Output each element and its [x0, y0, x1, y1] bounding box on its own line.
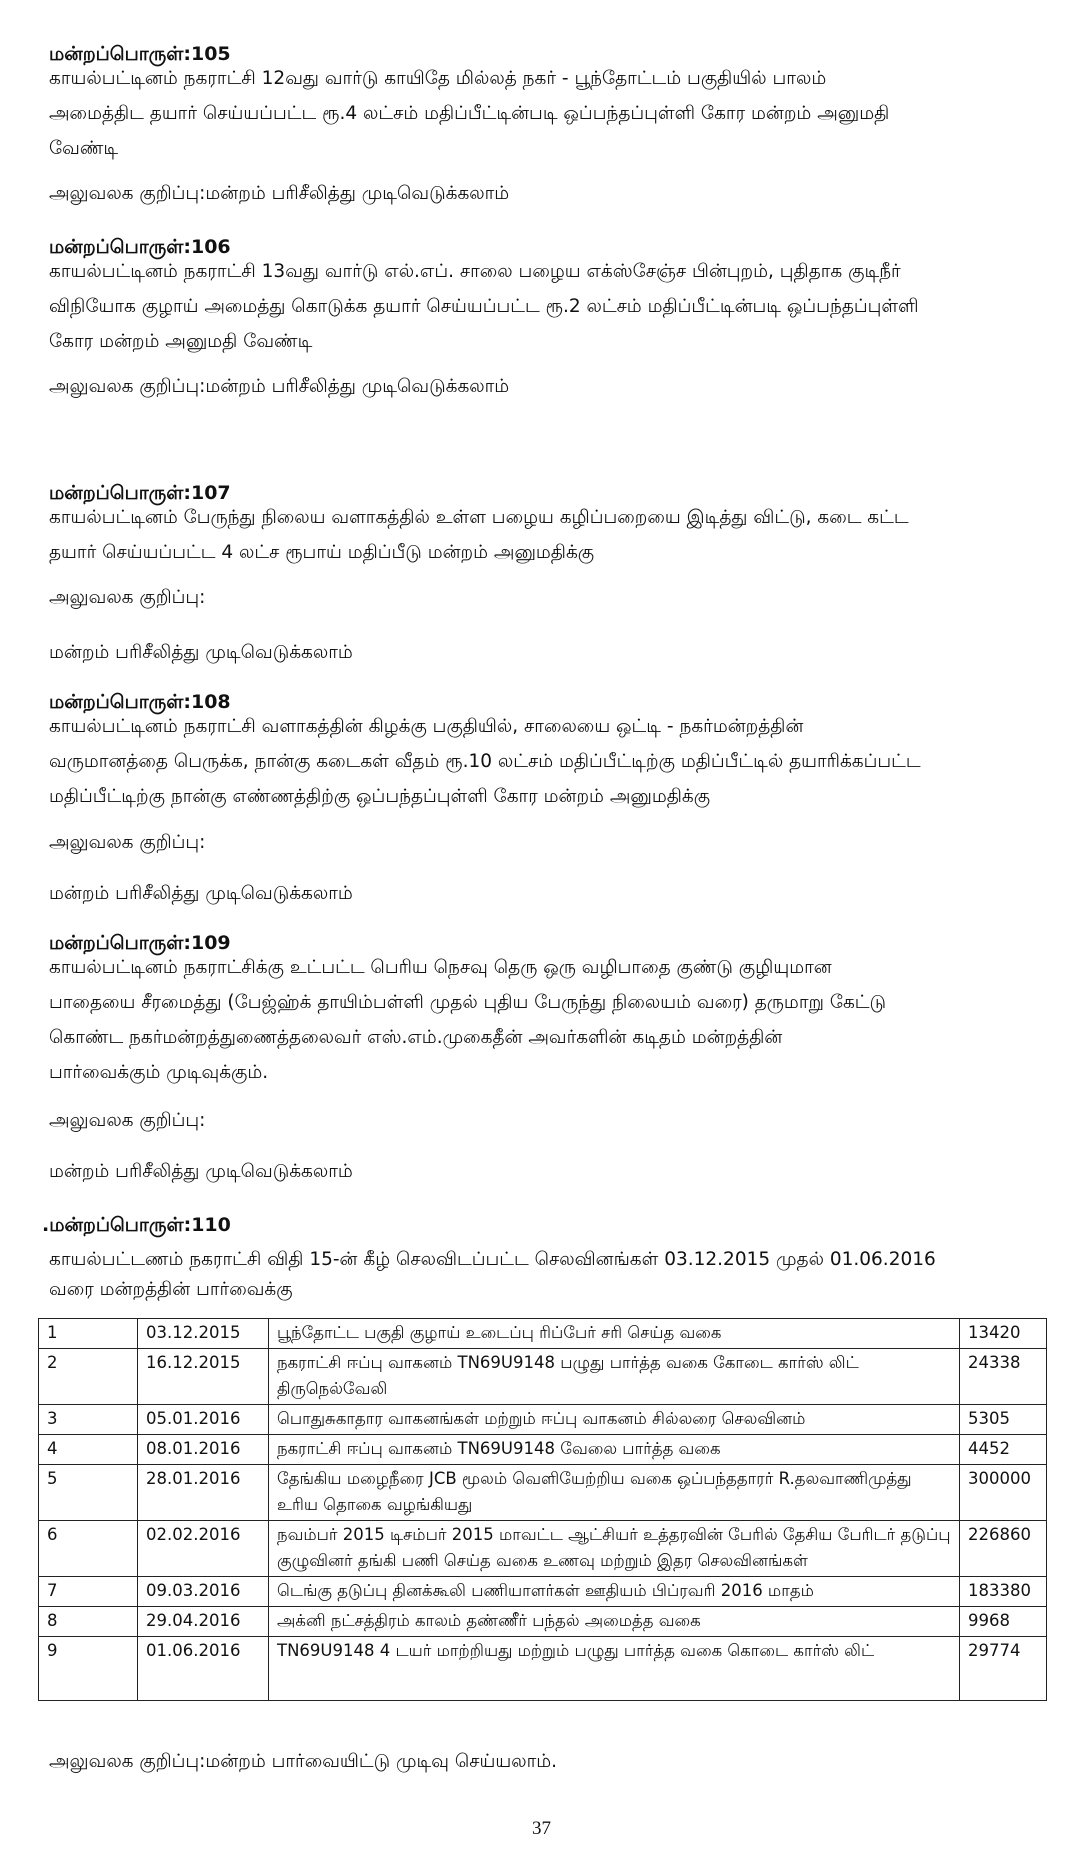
table-row — [39, 1521, 1047, 1577]
serial-cell: 9 — [39, 1637, 138, 1701]
amount-cell: 13420 — [960, 1319, 1047, 1349]
item-107-heading: மன்றப்பொருள்:107 — [49, 482, 231, 504]
item-109-office-note-text: மன்றம் பரிசீலித்து முடிவெடுக்கலாம் — [49, 1161, 353, 1182]
amount-cell: 9968 — [960, 1607, 1047, 1637]
amount-cell: 29774 — [960, 1637, 1047, 1701]
item-106-office-note: அலுவலக குறிப்பு:மன்றம் பரிசீலித்து முடிவெடுக்கலாம் — [49, 376, 510, 397]
description-cell: நவம்பர் 2015 டிசம்பர் 2015 மாவட்ட ஆட்சியர் உத்தரவின் பேரில் தேசிய பேரிடர் தடுப்பு குழுவினர் தங்கி பணி செய்த வகை உணவு மற்றும் இதர செலவினங்கள் — [269, 1521, 960, 1577]
body-line: விநியோக குழாய் அமைத்து கொடுக்க தயார் செய்யப்பட்ட ரூ.2 லட்சம் மதிப்பீட்டின்படி ஒப்பந்தப்புள்ளி — [49, 296, 919, 317]
body-line: காயல்பட்டினம் நகராட்சி 12வது வார்டு காயிதே மில்லத் நகர் - பூந்தோட்டம் பகுதியில் பாலம் — [49, 68, 827, 89]
table-row — [39, 1319, 1047, 1349]
serial-cell: 1 — [39, 1319, 138, 1349]
amount-cell: 5305 — [960, 1405, 1047, 1435]
serial-cell: 4 — [39, 1435, 138, 1465]
date-cell: 08.01.2016 — [138, 1435, 269, 1465]
date-cell: 29.04.2016 — [138, 1607, 269, 1637]
date-cell: 16.12.2015 — [138, 1349, 269, 1405]
item-108-office-note-label: அலுவலக குறிப்பு: — [49, 832, 206, 853]
date-cell: 05.01.2016 — [138, 1405, 269, 1435]
item-106-body — [49, 254, 1039, 359]
body-line: பாதையை சீரமைத்து (பேஜ்ஹ்க் தாயிம்பள்ளி முதல் புதிய பேருந்து நிலையம் வரை) தருமாறு கேட்டு — [49, 992, 887, 1013]
amount-cell: 4452 — [960, 1435, 1047, 1465]
table-row — [39, 1435, 1047, 1465]
description-cell: நகராட்சி ஈப்பு வாகனம் TN69U9148 பழுது பார்த்த வகை கோடை கார்ஸ் லிட் திருநெல்வேலி — [269, 1349, 960, 1405]
body-line: வருமானத்தை பெருக்க, நான்கு கடைகள் வீதம் ரூ.10 லட்சம் மதிப்பீட்டிற்கு மதிப்பீட்டில் தயாரிக்கப்பட்ட — [49, 751, 921, 772]
serial-cell: 2 — [39, 1349, 138, 1405]
body-line: கொண்ட நகர்மன்றத்துணைத்தலைவர் எஸ்.எம்.முகைதீன் அவர்களின் கடிதம் மன்றத்தின் — [49, 1027, 783, 1048]
serial-cell: 3 — [39, 1405, 138, 1435]
table-row — [39, 1607, 1047, 1637]
date-cell: 01.06.2016 — [138, 1637, 269, 1701]
item-108-heading: மன்றப்பொருள்:108 — [49, 691, 231, 713]
body-line: காயல்பட்டினம் நகராட்சிக்கு உட்பட்ட பெரிய நெசவு தெரு ஒரு வழிபாதை குண்டு குழியுமான — [49, 957, 832, 978]
item-110-heading: .மன்றப்பொருள்:110 — [42, 1214, 231, 1236]
body-line: வரை மன்றத்தின் பார்வைக்கு — [49, 1279, 293, 1300]
serial-cell: 8 — [39, 1607, 138, 1637]
serial-cell: 7 — [39, 1577, 138, 1607]
item-108-office-note-text: மன்றம் பரிசீலித்து முடிவெடுக்கலாம் — [49, 883, 353, 904]
item-109-office-note-label: அலுவலக குறிப்பு: — [49, 1110, 206, 1131]
amount-cell: 24338 — [960, 1349, 1047, 1405]
description-cell: தேங்கிய மழைநீரை JCB மூலம் வெளியேற்றிய வகை ஒப்பந்ததாரர் R.தலவாணிமுத்து உரிய தொகை வழங்கியது — [269, 1465, 960, 1521]
date-cell: 03.12.2015 — [138, 1319, 269, 1349]
table-row — [39, 1465, 1047, 1521]
serial-cell: 5 — [39, 1465, 138, 1521]
table-row — [39, 1405, 1047, 1435]
date-cell: 02.02.2016 — [138, 1521, 269, 1577]
item-105-office-note: அலுவலக குறிப்பு:மன்றம் பரிசீலித்து முடிவெடுக்கலாம் — [49, 183, 510, 204]
body-line: வேண்டி — [49, 138, 119, 159]
amount-cell: 300000 — [960, 1465, 1047, 1521]
table-row — [39, 1577, 1047, 1607]
body-line: காயல்பட்டினம் பேருந்து நிலைய வளாகத்தில் உள்ள பழைய கழிப்பறையை இடித்து விட்டு, கடை கட்ட — [49, 507, 909, 528]
body-line: தயார் செய்யப்பட்ட 4 லட்ச ரூபாய் மதிப்பீடு மன்றம் அனுமதிக்கு — [49, 542, 595, 563]
body-line: காயல்பட்டினம் நகராட்சி வளாகத்தின் கிழக்கு பகுதியில், சாலையை ஒட்டி - நகர்மன்றத்தின் — [49, 716, 804, 737]
item-109-heading: மன்றப்பொருள்:109 — [49, 932, 231, 954]
amount-cell: 183380 — [960, 1577, 1047, 1607]
date-cell: 28.01.2016 — [138, 1465, 269, 1521]
item-106-heading: மன்றப்பொருள்:106 — [49, 236, 231, 258]
item-105-body — [49, 61, 1039, 166]
item-107-office-note-label: அலுவலக குறிப்பு: — [49, 587, 206, 608]
item-110-body — [49, 1245, 1039, 1305]
item-105-heading: மன்றப்பொருள்:105 — [49, 43, 231, 65]
item-107-office-note-text: மன்றம் பரிசீலித்து முடிவெடுக்கலாம் — [49, 642, 353, 663]
body-line: கோர மன்றம் அனுமதி வேண்டி — [49, 331, 313, 352]
body-line: காயல்பட்டணம் நகராட்சி விதி 15-ன் கீழ் செலவிடப்பட்ட செலவினங்கள் 03.12.2015 முதல் 01.06.2016 — [49, 1249, 936, 1270]
description-cell: அக்னி நட்சத்திரம் காலம் தண்ணீர் பந்தல் அமைத்த வகை — [269, 1607, 960, 1637]
table-row — [39, 1349, 1047, 1405]
body-line: மதிப்பீட்டிற்கு நான்கு எண்ணத்திற்கு ஒப்பந்தப்புள்ளி கோர மன்றம் அனுமதிக்கு — [49, 786, 711, 807]
amount-cell: 226860 — [960, 1521, 1047, 1577]
description-cell: நகராட்சி ஈப்பு வாகனம் TN69U9148 வேலை பார்த்த வகை — [269, 1435, 960, 1465]
body-line: பார்வைக்கும் முடிவுக்கும். — [49, 1062, 269, 1083]
body-line: அமைத்திட தயார் செய்யப்பட்ட ரூ.4 லட்சம் மதிப்பீட்டின்படி ஒப்பந்தப்புள்ளி கோர மன்றம் அனுமதி — [49, 103, 890, 124]
description-cell: டெங்கு தடுப்பு தினக்கூலி பணியாளர்கள் ஊதியம் பிப்ரவரி 2016 மாதம் — [269, 1577, 960, 1607]
description-cell: பூந்தோட்ட பகுதி குழாய் உடைப்பு ரிப்பேர் சரி செய்த வகை — [269, 1319, 960, 1349]
serial-cell: 6 — [39, 1521, 138, 1577]
body-line: காயல்பட்டினம் நகராட்சி 13வது வார்டு எல்.எப். சாலை பழைய எக்ஸ்சேஞ்ச பின்புறம், புதிதாக குடிநீர் — [49, 261, 901, 282]
description-cell: TN69U9148 4 டயர் மாற்றியது மற்றும் பழுது பார்த்த வகை கொடை கார்ஸ் லிட் — [269, 1637, 960, 1701]
description-cell: பொதுசுகாதார வாகனங்கள் மற்றும் ஈப்பு வாகனம் சில்லரை செலவினம் — [269, 1405, 960, 1435]
table-row — [39, 1637, 1047, 1701]
page-number: 37 — [532, 1818, 551, 1839]
date-cell: 09.03.2016 — [138, 1577, 269, 1607]
item-108-body — [49, 709, 1039, 814]
item-107-body — [49, 500, 1039, 570]
item-110-office-note: அலுவலக குறிப்பு:மன்றம் பார்வையிட்டு முடிவு செய்யலாம். — [49, 1751, 558, 1772]
expense-table — [38, 1318, 1047, 1701]
item-109-body — [49, 950, 1039, 1090]
